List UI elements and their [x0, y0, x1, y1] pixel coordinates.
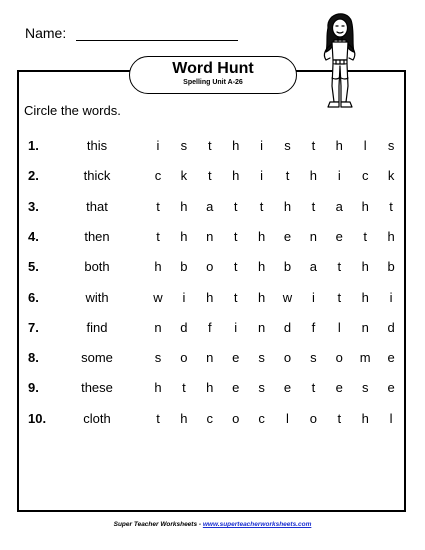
letter-cell[interactable]: o	[180, 350, 188, 366]
row-number: 10.	[28, 410, 47, 426]
word-row	[0, 380, 425, 400]
word-row	[0, 411, 425, 431]
target-word: these	[81, 380, 113, 396]
name-field-row	[25, 25, 238, 41]
letter-cell[interactable]: c	[206, 410, 214, 426]
row-number: 2.	[28, 168, 39, 184]
letter-cell[interactable]: n	[361, 319, 369, 335]
letter-cell[interactable]: i	[260, 138, 264, 153]
girl-illustration	[312, 8, 368, 112]
footer-brand: Super Teacher Worksheets	[113, 521, 198, 528]
letter-cell[interactable]: t	[233, 228, 238, 244]
letter-cell[interactable]: h	[232, 168, 240, 184]
letter-cell[interactable]: t	[156, 410, 160, 426]
letter-cell[interactable]: b	[180, 259, 188, 275]
letter-cell[interactable]: c	[154, 168, 162, 184]
letter-cell[interactable]: w	[282, 289, 293, 305]
letter-cell[interactable]: e	[335, 228, 343, 244]
letter-cell[interactable]: h	[283, 198, 292, 214]
letter-cell[interactable]: t	[337, 289, 342, 305]
instructions-text: Circle the words.	[24, 103, 121, 118]
letter-cell[interactable]: l	[363, 138, 367, 153]
letter-cell[interactable]: n	[206, 350, 214, 366]
word-row	[0, 199, 425, 219]
letter-cell[interactable]: e	[232, 380, 240, 396]
letter-cell[interactable]: o	[335, 350, 343, 366]
letter-cell[interactable]: h	[361, 198, 369, 214]
target-word: with	[85, 289, 109, 305]
worksheet-subtitle: Spelling Unit A-26	[183, 79, 243, 86]
word-row	[0, 229, 425, 249]
letter-cell[interactable]: h	[309, 168, 317, 184]
letter-cell[interactable]: h	[335, 138, 343, 153]
letter-cell[interactable]: a	[309, 259, 317, 275]
letter-cell[interactable]: t	[337, 259, 342, 275]
letter-cell[interactable]: t	[259, 198, 264, 214]
target-word: find	[86, 319, 108, 335]
letter-cell[interactable]: n	[309, 228, 317, 244]
letter-cell[interactable]: t	[156, 228, 160, 244]
letter-cell[interactable]: d	[283, 319, 292, 335]
letter-cell[interactable]: s	[387, 138, 395, 153]
letter-cell[interactable]: c	[258, 410, 265, 426]
letter-cell[interactable]: l	[286, 410, 289, 426]
letter-cell[interactable]: m	[359, 350, 371, 366]
letter-cell[interactable]: t	[233, 259, 238, 275]
row-number: 9.	[28, 380, 39, 396]
row-number: 3.	[28, 198, 39, 214]
letter-cell[interactable]: f	[311, 319, 316, 335]
footer	[0, 521, 425, 528]
letter-cell[interactable]: h	[361, 289, 369, 305]
letter-cell[interactable]: e	[387, 380, 395, 396]
letter-cell[interactable]: h	[154, 380, 162, 396]
letter-cell[interactable]: t	[311, 198, 316, 214]
letter-cell[interactable]: t	[285, 168, 290, 184]
row-number: 7.	[28, 319, 39, 335]
letter-cell[interactable]: i	[337, 168, 341, 184]
letter-cell[interactable]: h	[232, 138, 240, 153]
letter-cell[interactable]: i	[156, 138, 160, 153]
name-blank-line[interactable]	[76, 26, 238, 41]
letter-cell[interactable]: h	[257, 228, 266, 244]
letter-cell[interactable]: s	[180, 138, 188, 153]
letter-cell[interactable]: t	[363, 228, 367, 244]
target-word: cloth	[83, 410, 111, 426]
letter-cell[interactable]: k	[387, 168, 395, 184]
letter-cell[interactable]: t	[233, 198, 238, 214]
letter-cell[interactable]: i	[182, 289, 186, 305]
footer-separator: -	[197, 521, 203, 528]
letter-cell[interactable]: s	[258, 350, 265, 366]
letter-cell[interactable]: t	[207, 138, 212, 153]
letter-cell[interactable]: e	[387, 350, 395, 366]
letter-cell[interactable]: a	[206, 198, 214, 214]
letter-cell[interactable]: o	[283, 350, 292, 366]
letter-cell[interactable]: k	[180, 168, 188, 184]
letter-cell[interactable]: s	[310, 350, 317, 366]
letter-cell[interactable]: h	[180, 410, 188, 426]
letter-cell[interactable]: h	[361, 259, 369, 275]
letter-cell[interactable]: l	[337, 319, 341, 335]
letter-cell[interactable]: o	[232, 410, 240, 426]
letter-cell[interactable]: e	[283, 380, 292, 396]
letter-cell[interactable]: t	[337, 410, 342, 426]
letter-cell[interactable]: t	[182, 380, 186, 396]
letter-cell[interactable]: d	[387, 319, 395, 335]
letter-cell[interactable]: e	[283, 228, 292, 244]
letter-cell[interactable]: s	[361, 380, 369, 396]
row-number: 1.	[28, 138, 39, 153]
letter-cell[interactable]: h	[361, 410, 369, 426]
letter-cell[interactable]: o	[309, 410, 317, 426]
letter-cell[interactable]: i	[389, 289, 393, 305]
letter-cell[interactable]: h	[257, 289, 266, 305]
word-row	[0, 350, 425, 370]
letter-cell[interactable]: t	[233, 289, 238, 305]
letter-cell[interactable]: e	[335, 380, 343, 396]
letter-cell[interactable]: b	[387, 259, 395, 275]
letter-cell[interactable]: t	[207, 168, 212, 184]
letter-cell[interactable]: n	[257, 319, 266, 335]
footer-url-link[interactable]: www.superteacherworksheets.com	[202, 521, 312, 528]
target-word: then	[84, 228, 110, 244]
letter-cell[interactable]: h	[387, 228, 395, 244]
letter-cell[interactable]: s	[284, 138, 291, 153]
word-row	[0, 290, 425, 310]
row-number: 8.	[28, 350, 39, 366]
letter-cell[interactable]: t	[156, 198, 160, 214]
letter-cell[interactable]: h	[257, 259, 266, 275]
letter-cell[interactable]: i	[234, 319, 238, 335]
letter-cell[interactable]: t	[311, 380, 316, 396]
letter-cell[interactable]: o	[206, 259, 214, 275]
name-label: Name:	[25, 25, 67, 41]
letter-cell[interactable]: h	[180, 228, 188, 244]
letter-cell[interactable]: t	[389, 198, 393, 214]
letter-cell[interactable]: i	[260, 168, 264, 184]
target-word: that	[86, 198, 108, 214]
letter-cell[interactable]: f	[207, 319, 212, 335]
letter-cell[interactable]: a	[335, 198, 343, 214]
row-number: 4.	[28, 228, 39, 244]
letter-cell[interactable]: t	[311, 138, 316, 153]
letter-cell[interactable]: h	[206, 289, 214, 305]
letter-cell[interactable]: i	[311, 289, 315, 305]
word-row	[0, 320, 425, 340]
letter-cell[interactable]: n	[206, 228, 214, 244]
target-word: some	[81, 350, 113, 366]
row-number: 5.	[28, 259, 39, 275]
word-row	[0, 168, 425, 188]
letter-cell[interactable]: e	[232, 350, 240, 366]
letter-cell[interactable]: h	[154, 259, 162, 275]
row-number: 6.	[28, 289, 39, 305]
letter-cell[interactable]: h	[180, 198, 188, 214]
word-row	[0, 138, 425, 158]
letter-cell[interactable]: w	[153, 289, 163, 305]
title-banner	[129, 56, 297, 94]
letter-cell[interactable]: d	[180, 319, 188, 335]
letter-cell[interactable]: h	[206, 380, 214, 396]
target-word: thick	[83, 168, 111, 184]
worksheet-title: Word Hunt	[172, 60, 254, 77]
letter-cell[interactable]: l	[389, 410, 393, 426]
target-word: this	[86, 138, 108, 153]
target-word: both	[84, 259, 110, 275]
letter-cell[interactable]: c	[361, 168, 369, 184]
letter-cell[interactable]: s	[258, 380, 265, 396]
letter-cell[interactable]: b	[283, 259, 292, 275]
letter-cell[interactable]: n	[154, 319, 162, 335]
word-row	[0, 259, 425, 279]
letter-cell[interactable]: s	[154, 350, 162, 366]
